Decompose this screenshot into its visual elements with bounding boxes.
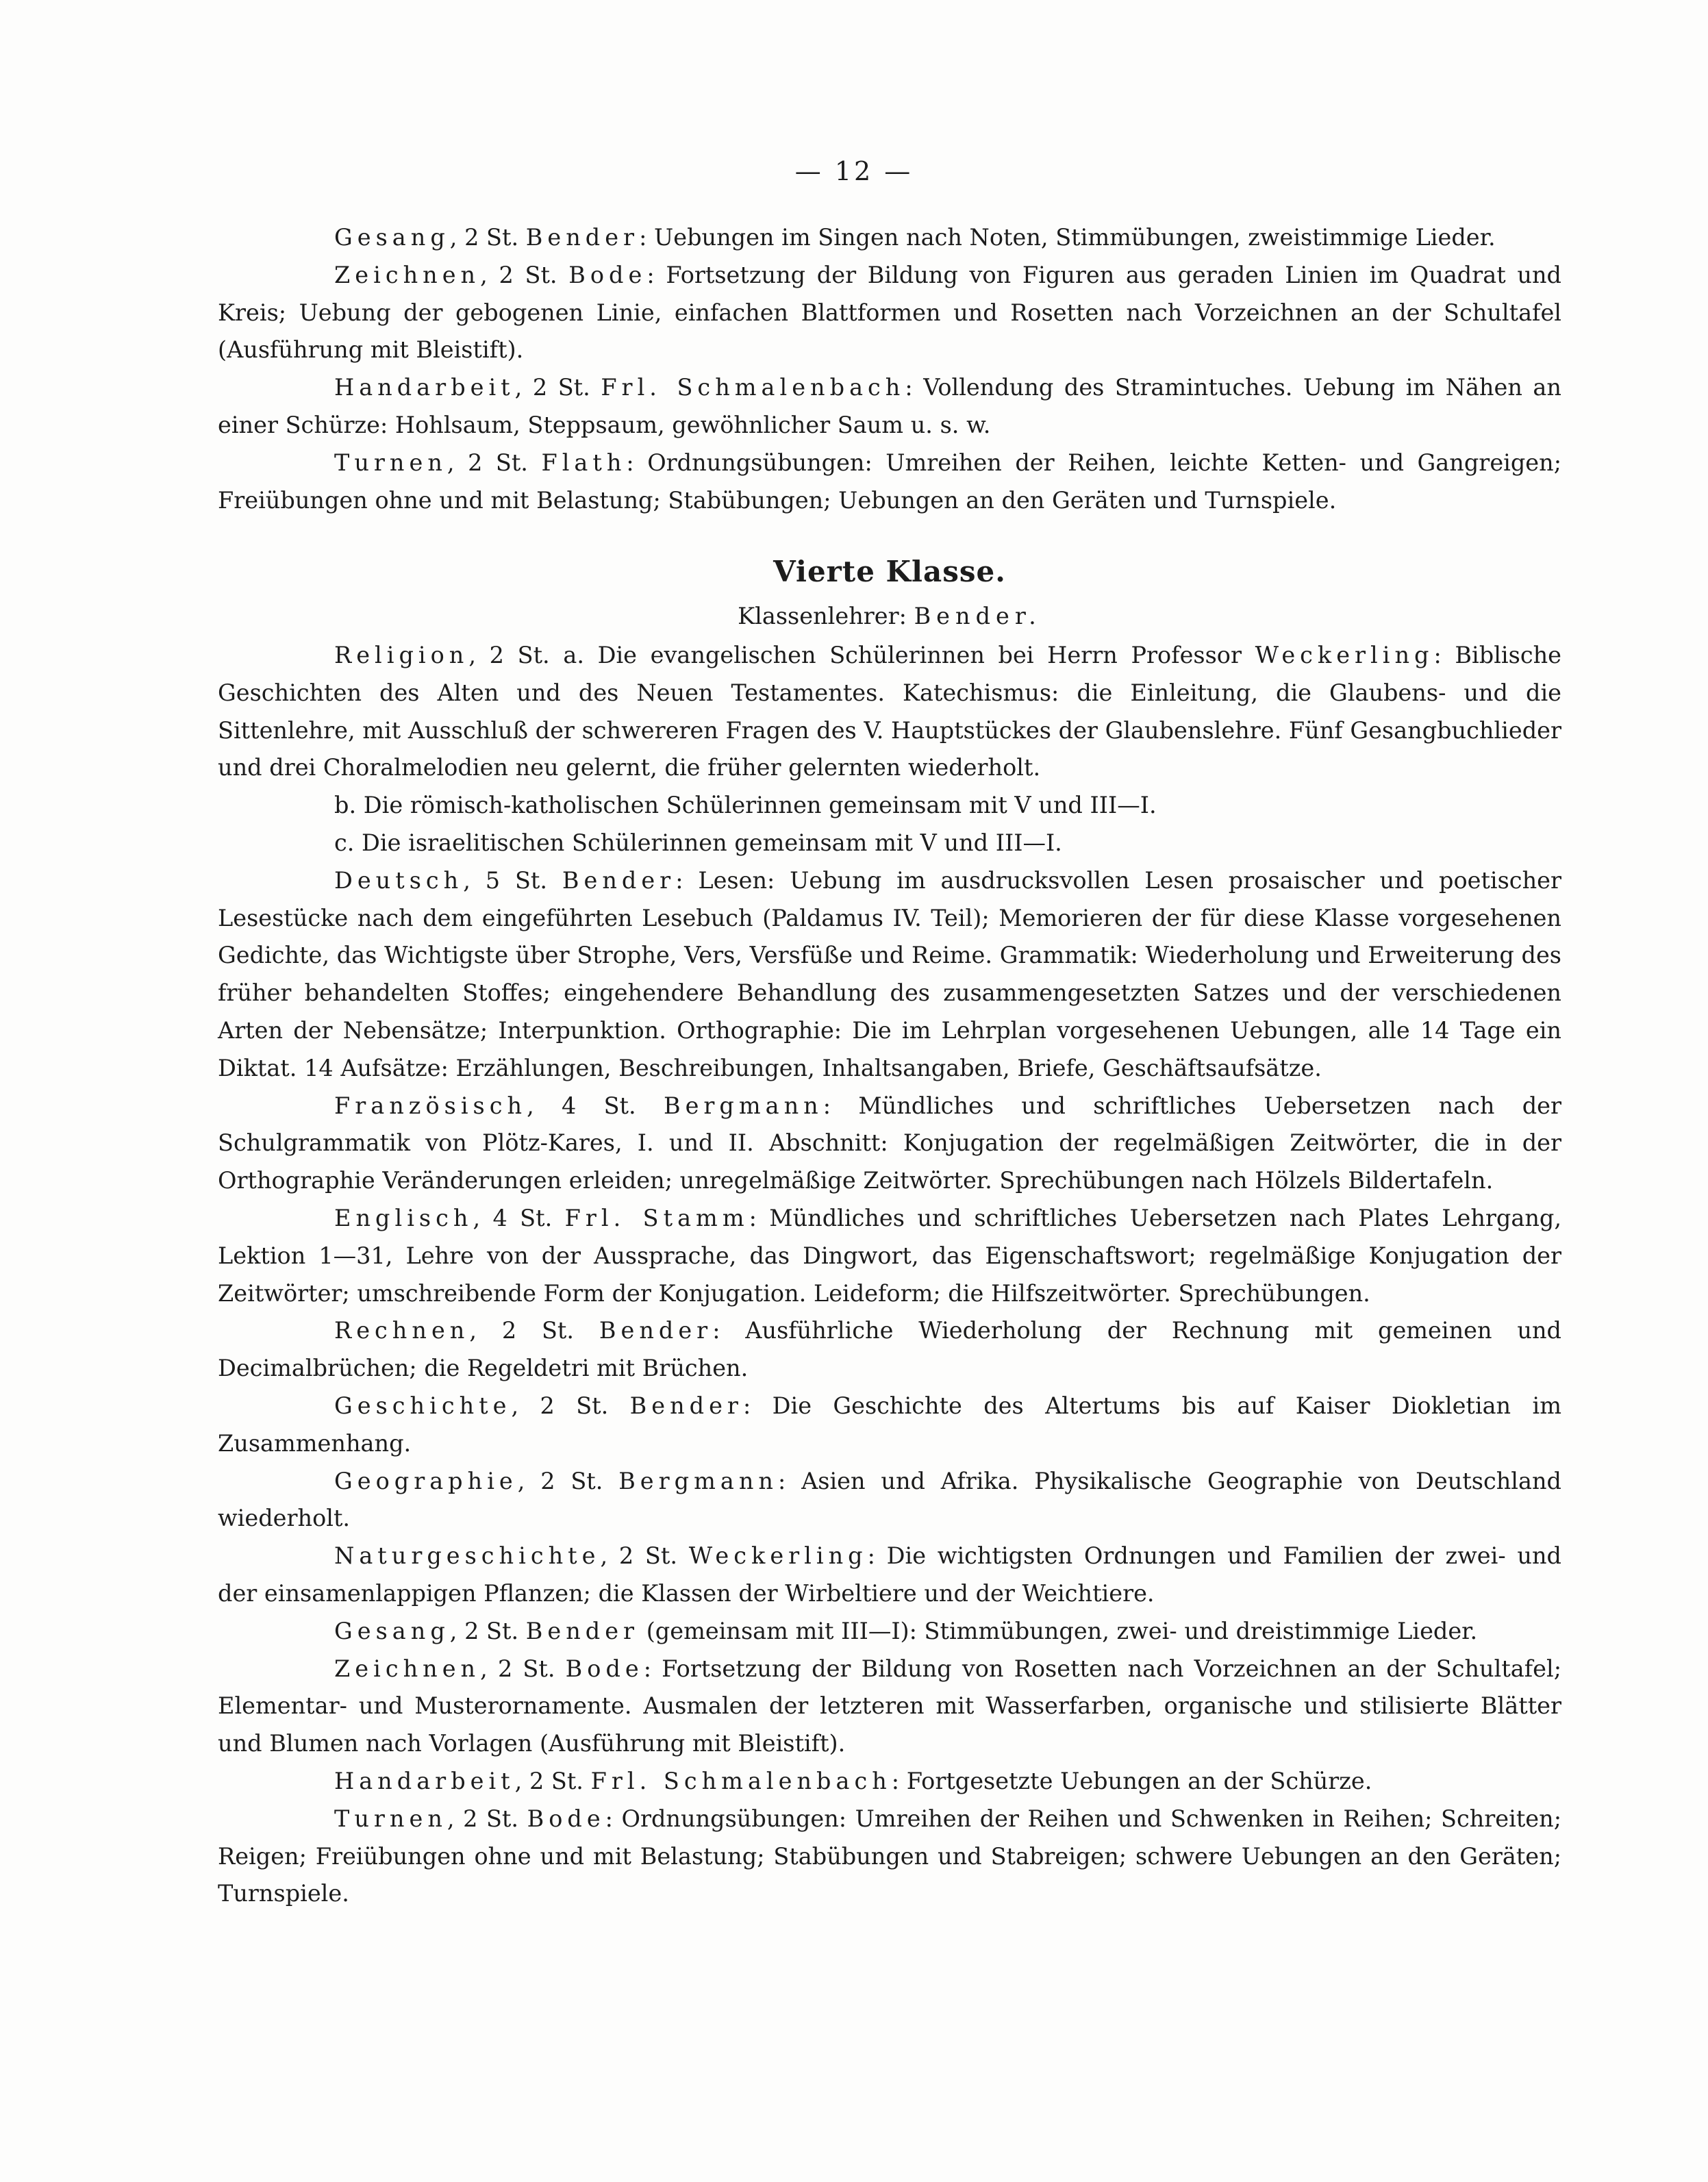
paragraph-religion-b: b. Die römisch-katholischen Schülerinnen gemeinsam mit V und III—I. xyxy=(334,792,1157,819)
paragraph-rechnen xyxy=(218,1312,1561,1388)
page-number: — 12 — xyxy=(794,156,914,186)
subject-hours: , 2 St. xyxy=(511,1392,609,1419)
class-teacher-label: Klassenlehrer: xyxy=(738,603,914,629)
subject-name: Englisch xyxy=(334,1204,473,1231)
paragraph-religion xyxy=(218,637,1561,787)
subject-description: : Ordnungsübungen: Umreihen der Reihen und Schwenken in Reihen; Schreiten; Reigen; Freiübungen ohne und mit Belastung; Stabübungen und Stabreigen; schwere Uebungen an den Geräten; Turnspiele. xyxy=(218,1805,1561,1907)
subject-description: : Lesen: Uebung im ausdrucksvollen Lesen prosaischer und poetischer Lesestücke nach dem eingeführten Lesebuch (Paldamus IV. Teil); Memorieren der für diese Klasse vorgesehenen Gedichte, das Wichtigste über Strophe, Vers, Versfüße und Reime. Grammatik: Wiederholung und Erweiterung des früher behandelten Stoffes; eingehendere Behandlung des zusammengesetzten Satzes und der verschiedenen Arten der Nebensätze; Interpunktion. Orthographie: Die im Lehrplan vorgesehenen Uebungen, alle 14 Tage ein Diktat. 14 Aufsätze: Erzählungen, Beschreibungen, Inhaltsangaben, Briefe, Geschäftsaufsätze. xyxy=(218,866,1561,1081)
subject-name: Turnen xyxy=(334,1805,447,1832)
subject-hours: , 2 St. a. Die evangelischen Schülerinnen bei Herrn Professor xyxy=(468,642,1255,668)
teacher-name: Weckerling xyxy=(1255,642,1434,668)
subject-name: Deutsch xyxy=(334,866,464,894)
subject-name: Handarbeit xyxy=(334,1767,515,1794)
subject-name: Geschichte xyxy=(334,1392,512,1419)
subject-description: : Mündliches und schriftliches Uebersetzen nach Plates Lehrgang, Lektion 1—31, Lehre von der Aussprache, das Dingwort, das Eigenschaftswort; regelmäßige Konjugation der Zeitwörter; umschreibende Form der Konjugation. Leideform; die Hilfszeitwörter. Sprechübungen. xyxy=(218,1204,1562,1307)
subject-hours: , 2 St. xyxy=(514,374,590,401)
subject-description: : Ausführliche Wiederholung der Rechnung mit gemeinen und Decimalbrüchen; die Regeldetri mit Brüchen. xyxy=(218,1317,1561,1382)
teacher-name: Bergmann xyxy=(618,1467,778,1494)
paragraph-geographie xyxy=(218,1463,1561,1538)
teacher-name: Flath xyxy=(541,449,627,476)
paragraph-deutsch xyxy=(218,862,1561,1088)
paragraph-zeichnen-top xyxy=(218,257,1561,369)
teacher-name: Bender xyxy=(525,224,640,251)
subject-description: : Vollendung des Stramintuches. Uebung im Nähen an einer Schürze: Hohlsaum, Steppsaum, gewöhnlicher Saum u. s. w. xyxy=(218,374,1561,438)
subject-name: Religion xyxy=(334,642,469,668)
subject-description: : Die wichtigsten Ordnungen und Familien der zwei- und der einsamenlappigen Pflanzen; die Klassen der Wirbeltiere und der Weichtiere. xyxy=(218,1542,1561,1607)
paragraph-handarbeit xyxy=(218,1763,1561,1801)
subject-hours: , 2 St. xyxy=(480,1655,555,1682)
subject-name: Zeichnen xyxy=(334,261,481,288)
teacher-name: Weckerling xyxy=(688,1542,868,1570)
subject-description: : Ordnungsübungen: Umreihen der Reihen, leichte Ketten- und Gangreigen; Freiübungen ohne und mit Belastung; Stabübungen; Uebungen an den Geräten und Turnspiele. xyxy=(218,449,1561,514)
subject-name: Naturgeschichte xyxy=(334,1542,601,1570)
subject-name: Turnen xyxy=(334,449,447,476)
teacher-name: Frl. Stamm xyxy=(564,1204,749,1231)
subject-name: Handarbeit xyxy=(334,374,515,401)
subject-description: : Asien und Afrika. Physikalische Geographie von Deutschland wiederholt. xyxy=(218,1467,1561,1532)
teacher-name: Bergmann xyxy=(663,1092,823,1119)
subject-name: Zeichnen xyxy=(334,1655,481,1682)
subject-hours: , 2 St. xyxy=(600,1542,677,1570)
subject-description: : Biblische Geschichten des Alten und des Neuen Testamentes. Katechismus: die Einleitung, die Glaubens- und die Sittenlehre, mit Ausschluß der schwereren Fragen des V. Hauptstückes der Glaubenslehre. Fünf Gesangbuchlieder und drei Choralmelodien neu gelernt, die früher gelernten wiederholt. xyxy=(218,642,1561,781)
subject-hours: , 2 St. xyxy=(480,261,557,288)
paragraph-englisch xyxy=(218,1200,1561,1312)
subject-description: : Fortsetzung der Bildung von Rosetten nach Vorzeichnen an der Schultafel; Elementar- und Musterornamente. Ausmalen der letzteren mit Wasserfarben, organische und stilisierte Blätter und Blumen nach Vorlagen (Ausführung mit Bleistift). xyxy=(218,1655,1561,1757)
paragraph-naturgeschichte xyxy=(218,1538,1561,1613)
class-teacher-line xyxy=(218,596,1561,637)
subject-hours: , 2 St. xyxy=(469,1317,575,1344)
subject-hours: , 2 St. xyxy=(514,1767,583,1794)
subject-name: Französisch xyxy=(334,1092,527,1119)
subject-hours: , 2 St. xyxy=(449,1617,519,1644)
paragraph-zeichnen xyxy=(218,1651,1561,1763)
subject-description: (gemeinsam mit III—I): Stimmübungen, zwei- und dreistimmige Lieder. xyxy=(639,1617,1478,1644)
subject-name: Geographie xyxy=(334,1467,518,1494)
teacher-name: Bender xyxy=(525,1617,640,1644)
subject-name: Gesang xyxy=(334,1617,450,1644)
subject-hours: , 2 St. xyxy=(447,1805,519,1832)
section-title: Vierte Klasse. xyxy=(773,555,1006,588)
subject-hours: , 5 St. xyxy=(463,866,548,894)
teacher-name: Frl. Schmalenbach xyxy=(601,374,905,401)
teacher-name: Bender xyxy=(562,866,676,894)
teacher-name: Bode xyxy=(527,1805,605,1832)
paragraph-geschichte xyxy=(218,1388,1561,1463)
subject-description: : Die Geschichte des Altertums bis auf Kaiser Diokletian im Zusammenhang. xyxy=(218,1392,1561,1457)
paragraph-franzoesisch xyxy=(218,1088,1561,1200)
previous-class-section xyxy=(218,219,1561,519)
subject-description: : Mündliches und schriftliches Uebersetzen nach der Schulgrammatik von Plötz-Kares, I. und II. Abschnitt: Konjugation der regelmäßigen Zeitwörter, die in der Orthographie Veränderungen erleiden; unregelmäßige Zeitwörter. Sprechübungen nach Hölzels Bildertafeln. xyxy=(218,1092,1561,1194)
teacher-name: Bender xyxy=(599,1317,713,1344)
teacher-name: Bode xyxy=(568,261,647,288)
subject-description: : Uebungen im Singen nach Noten, Stimmübungen, zweistimmige Lieder. xyxy=(639,224,1496,251)
subject-hours: , 4 St. xyxy=(473,1204,553,1231)
teacher-name: Bode xyxy=(565,1655,644,1682)
teacher-name: Bender xyxy=(629,1392,743,1419)
fourth-class-section xyxy=(218,548,1561,1913)
paragraph-turnen-top xyxy=(218,444,1561,520)
subject-name: Rechnen xyxy=(334,1317,470,1344)
subject-name: Gesang xyxy=(334,224,450,251)
subject-description: : Fortgesetzte Uebungen an der Schürze. xyxy=(891,1767,1372,1794)
subject-hours: , 2 St. xyxy=(449,224,519,251)
subject-hours: , 2 St. xyxy=(447,449,528,476)
paragraph-religion-c: c. Die israelitischen Schülerinnen gemeinsam mit V und III—I. xyxy=(334,829,1062,856)
paragraph-gesang xyxy=(218,1613,1561,1651)
subject-hours: , 4 St. xyxy=(527,1092,636,1119)
paragraph-handarbeit-top xyxy=(218,369,1561,444)
paragraph-turnen xyxy=(218,1801,1561,1913)
paragraph-gesang-top xyxy=(218,219,1561,257)
class-teacher-name: Bender. xyxy=(914,603,1042,629)
subject-description: : Fortsetzung der Bildung von Figuren aus geraden Linien im Quadrat und Kreis; Uebung der gebogenen Linie, einfachen Blattformen und Rosetten nach Vorzeichnen an der Schultafel (Ausführung mit Bleistift). xyxy=(218,261,1561,364)
subject-hours: , 2 St. xyxy=(517,1467,603,1494)
teacher-name: Frl. Schmalenbach xyxy=(590,1767,892,1794)
